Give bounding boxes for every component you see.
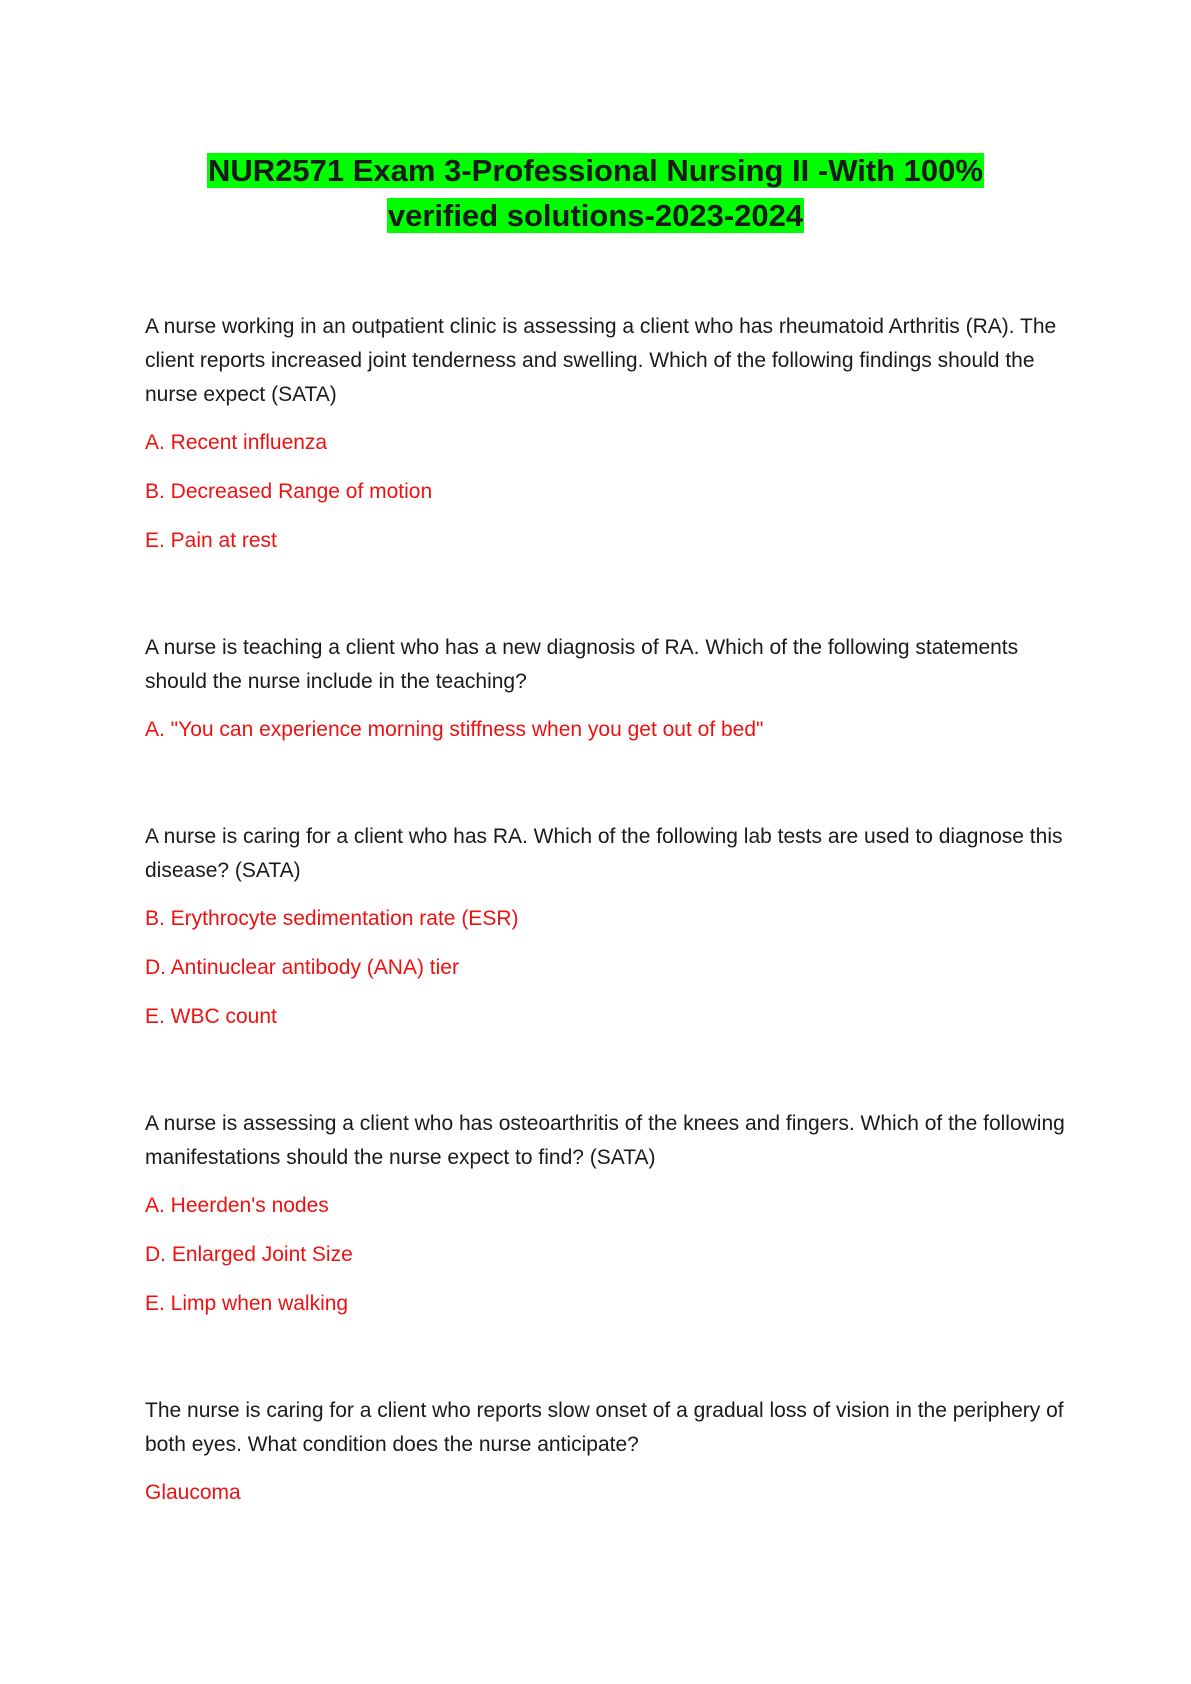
question-text: The nurse is caring for a client who reports slow onset of a gradual loss of vision in the periphery of both eyes. What condition does the nurse anticipate? xyxy=(145,1399,1064,1456)
question-block-1 xyxy=(145,310,1065,558)
answer-option: E. Pain at rest xyxy=(145,529,277,552)
spacer xyxy=(145,762,1065,820)
question-block-4 xyxy=(145,1107,1065,1321)
answer-option: D. Antinuclear antibody (ANA) tier xyxy=(145,956,459,979)
answer-option: A. Heerden's nodes xyxy=(145,1194,329,1217)
spacer xyxy=(145,573,1065,631)
answer-option: A. "You can experience morning stiffness when you get out of bed" xyxy=(145,718,764,741)
question-text: A nurse working in an outpatient clinic is assessing a client who has rheumatoid Arthritis (RA). The client reports increased joint tenderness and swelling. Which of the following findings should the nurse expect (SATA) xyxy=(145,315,1057,406)
question-text: A nurse is assessing a client who has osteoarthritis of the knees and fingers. Which of the following manifestations should the nurse expect to find? (SATA) xyxy=(145,1112,1065,1169)
answer-option: A. Recent influenza xyxy=(145,431,328,454)
answer-option: B. Erythrocyte sedimentation rate (ESR) xyxy=(145,907,519,930)
document-title xyxy=(0,148,1191,238)
question-list xyxy=(145,310,1065,1525)
question-block-2 xyxy=(145,631,1065,747)
spacer xyxy=(145,1049,1065,1107)
question-text: A nurse is teaching a client who has a new diagnosis of RA. Which of the following statements should the nurse include in the teaching? xyxy=(145,636,1019,693)
question-block-3 xyxy=(145,820,1065,1034)
spacer xyxy=(145,1336,1065,1394)
title-line-1: NUR2571 Exam 3-Professional Nursing II -With 100% xyxy=(208,153,983,188)
title-line-2: verified solutions-2023-2024 xyxy=(387,198,804,233)
answer-option: Glaucoma xyxy=(145,1481,241,1504)
answer-option: E. Limp when walking xyxy=(145,1292,349,1315)
question-block-5 xyxy=(145,1394,1065,1510)
answer-option: B. Decreased Range of motion xyxy=(145,480,433,503)
question-text: A nurse is caring for a client who has RA. Which of the following lab tests are used to diagnose this disease? (SATA) xyxy=(145,825,1063,882)
answer-option: E. WBC count xyxy=(145,1005,277,1028)
answer-option: D. Enlarged Joint Size xyxy=(145,1243,353,1266)
